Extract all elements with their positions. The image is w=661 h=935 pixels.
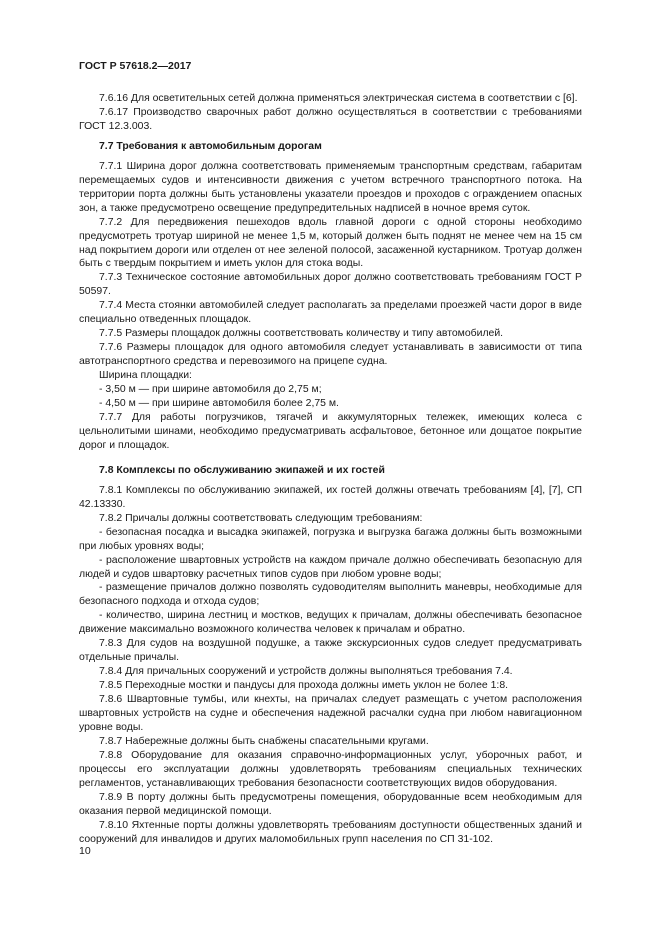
width-label: Ширина площадки: [99,370,192,382]
requirement-list-item: - количество, ширина лестниц и мостков, ведущих к причалам, должны обеспечивать безопасное движение максимально возможного количества человек к причалам и обратно. [79,610,582,636]
section-heading-7-8: 7.8 Комплексы по обслуживанию экипажей и их гостей [99,464,385,476]
clause-7-7-5: 7.7.5 Размеры площадок должны соответствовать количеству и типу автомобилей. [99,328,504,340]
section-heading-7-7: 7.7 Требования к автомобильным дорогам [99,140,322,152]
width-list-item: - 3,50 м — при ширине автомобиля до 2,75 м; [99,384,322,396]
width-list-item: - 4,50 м — при ширине автомобиля более 2,75 м. [99,398,339,410]
clause-7-8-1: 7.8.1 Комплексы по обслуживанию экипажей, их гостей должны отвечать требованиям [4], [7], СП 42.13330. [79,484,582,510]
clause-7-8-5: 7.8.5 Переходные мостки и пандусы для прохода должны иметь уклон не более 1:8. [99,680,509,692]
requirement-list-item: - безопасная посадка и высадка экипажей, погрузка и выгрузка багажа должны быть возможными при любых уровнях воды; [79,526,582,552]
clause-7-7-1: 7.7.1 Ширина дорог должна соответствовать применяемым транспортным средствам, габаритам перемещаемых судов и интенсивности движения с учетом встречного транспортного потока. На территории порта должны быть установлены указатели проездов и проходов с ограждением опасных зон, а также предусмотрено освещение предупредительных надписей в ночное время суток. [79,160,582,214]
requirement-list-item: - расположение швартовных устройств на каждом причале должно обеспечивать безопасную для людей и судов швартовку расчетных типов судов при любом уровне воды; [79,554,582,580]
clause-7-8-9: 7.8.9 В порту должны быть предусмотрены помещения, оборудованные всем необходимым для оказания первой медицинской помощи. [79,791,582,817]
clause-7-8-7: 7.8.7 Набережные должны быть снабжены спасательными кругами. [99,735,429,747]
clause-7-8-4: 7.8.4 Для причальных сооружений и устройств должны выполняться требования 7.4. [99,666,513,678]
clause-7-8-8: 7.8.8 Оборудование для оказания справочно-информационных услуг, уборочных работ, и процессы его эксплуатации должны удовлетворять требованиям специальных технических регламентов, устанавливающих требования безопасности соответствующих видов оборудования. [79,749,582,789]
clause-7-7-3: 7.7.3 Техническое состояние автомобильных дорог должно соответствовать требованиям ГОСТ Р 50597. [79,272,582,298]
document-header: ГОСТ Р 57618.2—2017 [79,60,192,72]
clause-7-7-6: 7.7.6 Размеры площадок для одного автомобиля следует устанавливать в зависимости от типа автотранспортного средства и перевозимого на прицепе судна. [79,342,582,368]
clause-7-8-10: 7.8.10 Яхтенные порты должны удовлетворять требованиям доступности общественных зданий и сооружений для инвалидов и других маломобильных групп населения по СП 31-102. [79,819,582,845]
clause-7-8-2: 7.8.2 Причалы должны соответствовать следующим требованиям: [99,512,423,524]
clause-7-7-4: 7.7.4 Места стоянки автомобилей следует располагать за пределами проезжей части дорог в виде специально отведенных площадок. [79,300,582,326]
clause-7-6-17: 7.6.17 Производство сварочных работ должно осуществляться в соответствии с требованиями ГОСТ 12.3.003. [79,106,582,132]
clause-7-7-2: 7.7.2 Для передвижения пешеходов вдоль главной дороги с одной стороны необходимо предусмотреть тротуар шириной не менее 1,5 м, который должен быть поднят не менее чем на 15 см над покрытием дороги или отделен от нее зеленой полосой, засаженной кустарником. Тротуар должен быть с твердым покрытием и иметь уклон для стока воды. [79,216,582,270]
clause-7-7-7: 7.7.7 Для работы погрузчиков, тягачей и аккумуляторных тележек, имеющих колеса с цельнолитыми шинами, необходимо предусматривать асфальтовое, бетонное или дощатое покрытие дорог и площадок. [79,411,582,451]
clause-7-8-6: 7.8.6 Швартовные тумбы, или кнехты, на причалах следует размещать с учетом расположения швартовных устройств на судне и обеспечения надежной расчалки судна при любом навигационном уровне воды. [79,694,582,733]
clause-7-6-16: 7.6.16 Для осветительных сетей должна применяться электрическая система в соответствии с [6]. [99,93,578,104]
clause-7-8-3: 7.8.3 Для судов на воздушной подушке, а также экскурсионных судов следует предусматривать отдельные причалы. [79,638,582,664]
document-body [79,92,582,847]
page-number: 10 [79,845,91,857]
requirement-list-item: - размещение причалов должно позволять судоводителям выполнить маневры, необходимые для безопасного подхода и отхода судов; [79,582,582,608]
